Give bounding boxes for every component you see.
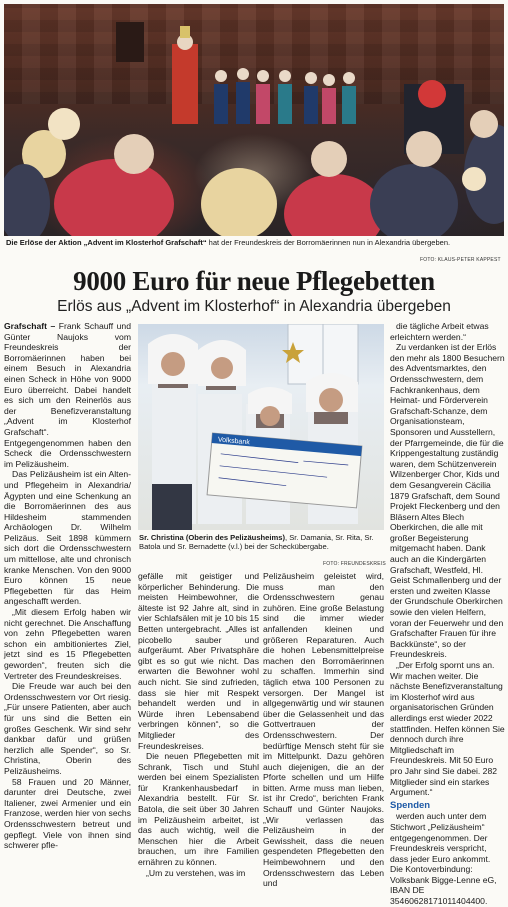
top-caption-bold: Die Erlöse der Aktion „Advent im Klosterhof Grafschaft“: [6, 238, 207, 247]
crowd-illustration: [4, 4, 504, 236]
paragraph: 58 Frauen und 20 Männer, darunter drei Deutsche, zwei Italiener, zwei Armenier und ein Franzose, werden hier von sechs Ordensschwestern betreut und gepflegt. Viele von ihnen sind schwerer pfle-: [4, 776, 131, 851]
article-column-4: [390, 321, 505, 907]
paragraph: Pelizäusheim geleistet wird, muss man den Ordensschwestern genau zuhören. Eine große Belastung sind die immer wieder anfallenden kleinen und größeren Reparaturen. Auch die hohen Lebensmittelpreise machen den Borromäerinnen zu schaffen. Immerhin sind täglich etwa 100 Personen zu versorgen. Der Mangel ist allgegenwärtig und wir staunen über die Gelassenheit und das Gottvertrauen der Ordensschwestern. Der bedürftige Mensch steht für sie im Mittelpunkt. Dazu gehören auch diejenigen, die an der Pforte schellen und um Hilfe bitten. Arme muss man lieben, ist ihr Credo“, berichten Frank Schauff und Günter Naujoks. „Wir verlassen das Pelizäusheim in der Gewissheit, dass die neuen gespendeten Pflegebetten den Heimbewohnern und den Ordensschwestern das Leben und: [263, 571, 384, 889]
dateline: Grafschaft –: [4, 321, 56, 331]
middle-photo-caption: [139, 533, 383, 551]
mid-caption-text: , Sr. Damania, Sr. Rita, Sr. Batola und Sr. Bernadette (v.l.) bei der Scheckübergabe.: [139, 533, 374, 551]
nuns-with-cheque-illustration: [138, 324, 384, 530]
middle-photo-credit: FOTO: FREUNDESKREIS: [323, 561, 386, 567]
middle-photo: [138, 324, 384, 530]
article-column-1: [4, 321, 131, 851]
article-column-3: [263, 571, 384, 889]
top-caption-text: hat der Freundeskreis der Borromäerinnen nun in Alexandria übergeben.: [206, 238, 451, 247]
paragraph: werden auch unter dem Stichwort „Pelizäusheim“ entgegengenommen. Der Freundeskreis verspricht, dass jeder Euro ankommt. Die Kontoverbindung: Volksbank Bigge-Lenne eG, IBAN DE 35460628171011404400.: [390, 811, 497, 907]
top-photo-caption: [6, 238, 496, 247]
article-column-2: [138, 571, 259, 878]
paragraph: Die neuen Pflegebetten mit Schrank, Tisch und Stuhl werden bei einem Spezialisten für Krankenhausbedarf in Alexandria bestellt. Für Sr. Batola, die seit über 30 Jahren im Pelizäusheim arbeitet, ist das auch wichtig, weil die Menschen hier die Arbeit brauchen, um ihre Familien ernähren zu können.: [138, 751, 259, 868]
paragraph: die tägliche Arbeit etwas erleichtern werden.“: [390, 321, 489, 342]
headline: 9000 Euro für neue Pflegebetten: [73, 266, 435, 296]
top-photo: [4, 4, 504, 236]
paragraph: gefälle mit geistiger und körperlicher Behinderung. Die meisten Heimbewohner, die älteste ist 92 Jahre alt, sind in vier Schlafsälen mit je 10 bis 15 Betten untergebracht. „Alles ist picobello sauber und aufgeräumt. Aber Privatsphäre gibt es so gut wie nicht. Das erwarten die Bewohner wohl auch nicht. Sie sind zufrieden, dass sie hier mit Respekt behandelt werden und in Würde ihren Lebensabend verbringen können“, so die Mitglieder des Freundeskreises.: [138, 571, 259, 751]
paragraph: Die Freude war auch bei den Ordensschwestern vor Ort riesig. „Für unsere Patienten, aber auch für uns sind die Betten ein großes Geschenk. Wir sind sehr dankbar dafür und grüßen herzlich alle Spender“, so Sr. Christina, Oberin des Pelizäusheims.: [4, 681, 131, 776]
paragraph: „Der Erfolg spornt uns an. Wir machen weiter. Die nächste Benefizveranstaltung im Klosterhof wird aus organisatorischen Gründen allerdings erst wieder 2022 stattfinden. Helfen können Sie dennoch durch ihre Mitgliedschaft im Freundeskreis. Mit 50 Euro pro Jahr sind Sie dabei. 282 Mitglieder sind ein starkes Argument.“: [390, 660, 505, 798]
subhead: Erlös aus „Advent im Klosterhof“ in Alexandria übergeben: [57, 298, 451, 315]
spenden-heading: Spenden: [390, 799, 431, 811]
paragraph: „Um zu verstehen, was im: [146, 867, 246, 878]
cheque-bank-label: Volksbank: [217, 436, 251, 447]
paragraph: Grafschaft – Frank Schauff und Günter Naujoks vom Freundeskreis der Borromäerinnen haben bei einem Besuch in Alexandria einen Scheck in Höhe von 9000 Euro überreicht. Dabei handelt es sich um den Reinerlös aus der Benefizveranstaltung „Advent im Klosterhof Grafschaft“. Entgegengenommen haben den Scheck die Ordensschwestern im Pelizäusheim.: [4, 321, 131, 469]
top-photo-credit: FOTO: KLAUS-PETER KAPPEST: [420, 257, 501, 263]
paragraph: Das Pelizäusheim ist ein Alten- und Pflegeheim in Alexandria/Ägypten und eine Schenkung an die Borromäerinnen des aus Hildesheim stammenden Archäologen Dr. Wilhelm Pelizäus. Seit 1898 kümmern sich dort die Ordensschwestern um mittellose, alte und chronisch kranke Menschen. Von den 9000 Euro können 15 neue Pflegebetten für das Heim angeschafft werden.: [4, 469, 131, 607]
paragraph: „Mit diesem Erfolg haben wir nicht gerechnet. Die Anschaffung von zehn Pflegebetten waren schon ein ambitioniertes Ziel, jetzt sind es 15 Pflegebetten geworden“, freuten sich die Vertreter des Freundeskreises.: [4, 607, 131, 681]
paragraph: Zu verdanken ist der Erlös den mehr als 1800 Besuchern des Adventsmarktes, den Ordensschwestern, dem Fachkrankenhaus, dem Heimat- und Förderverein Grafschaft-Schanze, dem Organisationsteam, Sponsoren und Ausstellern, der Pfarrgemeinde, die für die Krippengestaltung zuständig waren, dem Schützenverein Wilzenberger Chor, Kids und dem Gesangverein Cäcilia 1879 Grafschaft, dem Sound Projekt Fleckenberg und den Bläsern Altes Blech Oberkirchen, die alle mit großer Begeisterung mitgemacht haben. Dank auch an die Kindergärten Grafschaft, Westfeld, Hl. Geist Schmallenberg und der ersten und zweiten Klasse der Grundschule Oberkirchen sowie den vielen Helfern, voran der Feuerwehr und den Grafschafter Frauen für ihre Backkünste“, so der Freundeskreis.: [390, 342, 505, 660]
mid-caption-bold: Sr. Christina (Oberin des Pelizäusheims): [139, 533, 286, 542]
